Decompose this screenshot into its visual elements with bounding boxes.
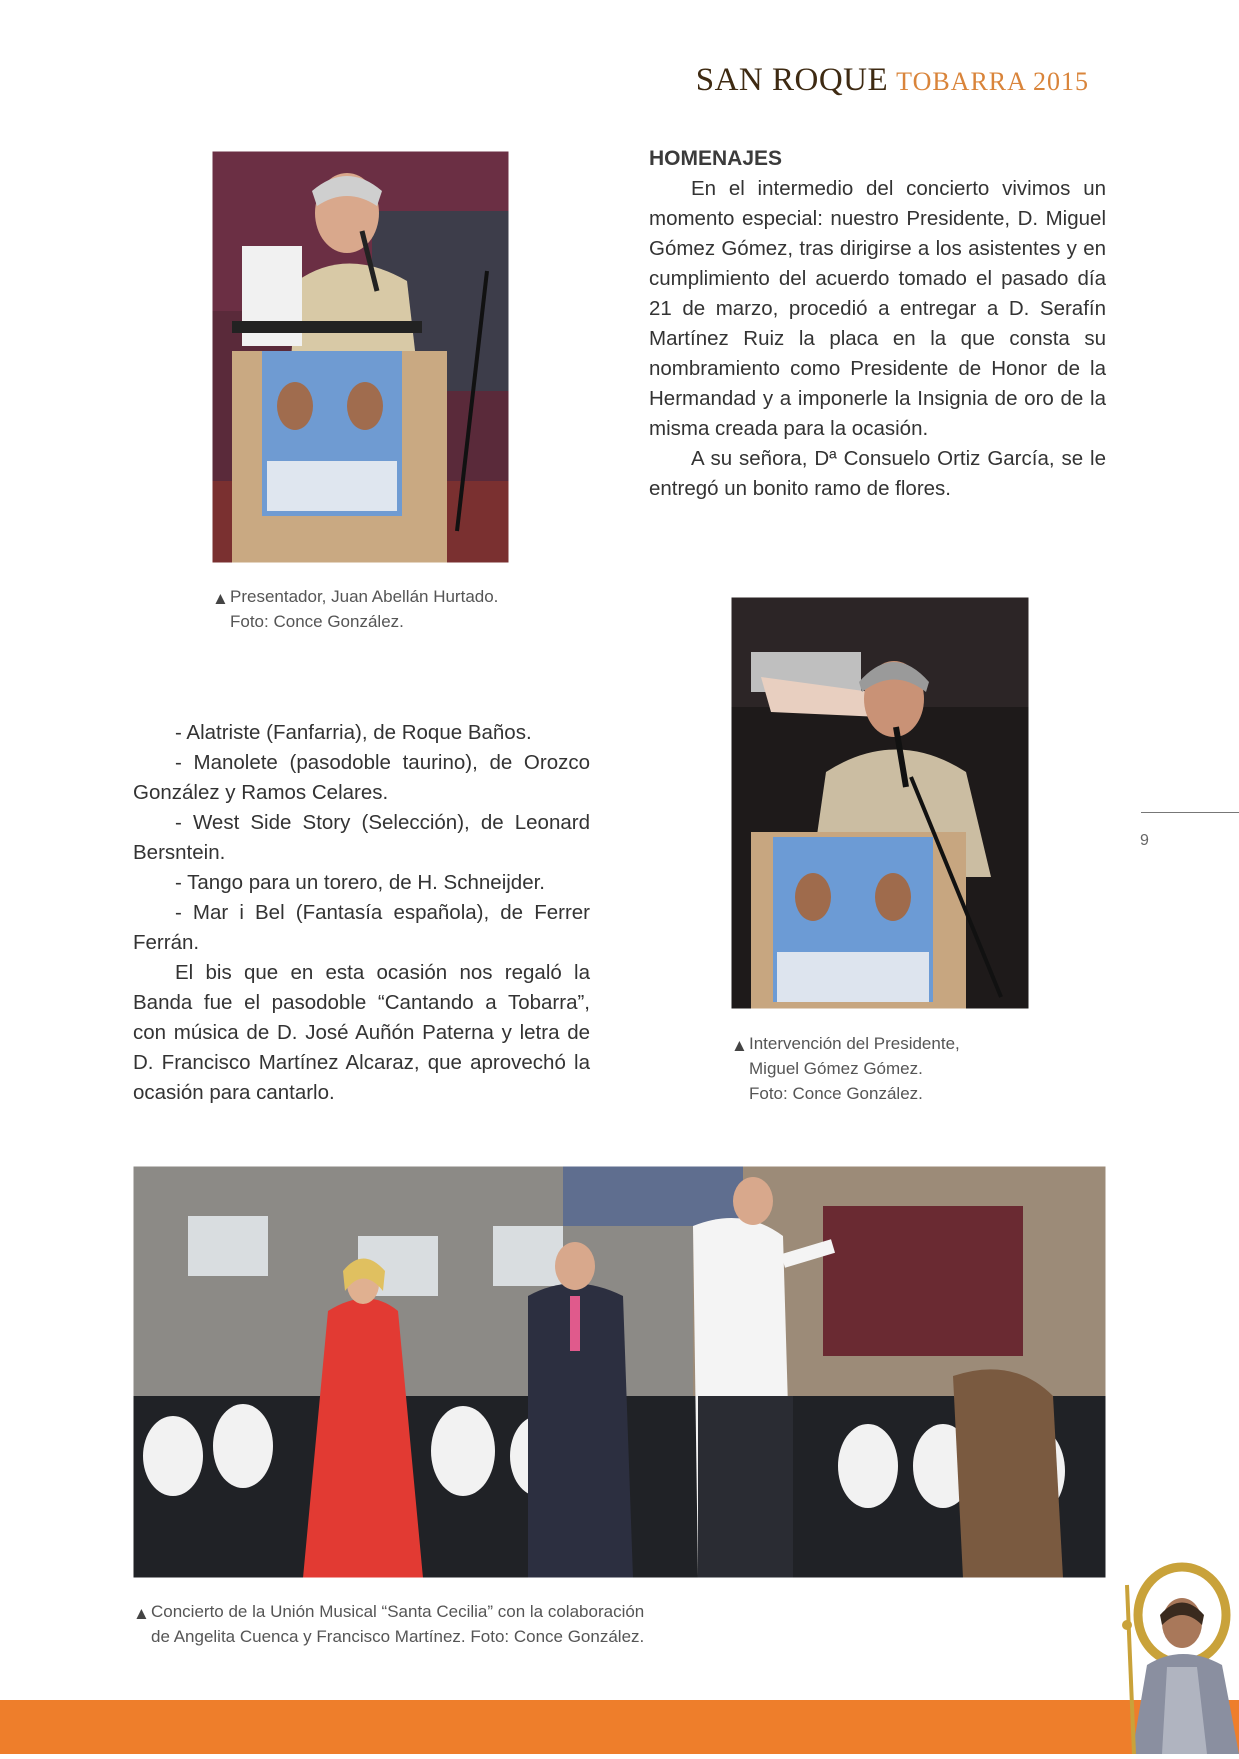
caption-line: de Angelita Cuenca y Francisco Martínez. Foto: Conce González. [151,1627,645,1646]
paragraph: A su señora, Dª Consuelo Ortiz García, se le entregó un bonito ramo de flores. [649,447,1106,500]
paragraph: El bis que en esta ocasión nos regaló la Banda fue el pasodoble “Cantando a Tobarra”, con música de D. José Auñón Paterna y letra de D. Francisco Martínez Alcaraz, que aprovechó la ocasión para cantarlo. [133,961,590,1104]
photo-president [731,597,1029,1009]
program-item: - West Side Story (Selección), de Leonard Bersntein. [133,811,590,864]
program-item: - Manolete (pasodoble taurino), de Orozco González y Ramos Celares. [133,751,590,804]
page-header [696,62,1089,99]
homenajes-section [649,144,1106,504]
triangle-icon: ▲ [133,1604,150,1623]
page-number: 9 [1140,832,1149,849]
caption-line: Foto: Conce González. [230,612,404,631]
caption-concert [133,1599,733,1649]
page-number-rule [1141,812,1239,813]
program-item: - Alatriste (Fanfarria), de Roque Baños. [175,721,532,744]
saint-statue-image [1112,1555,1239,1754]
paragraph: En el intermedio del concierto vivimos un momento especial: nuestro Presidente, D. Miguel Gómez Gómez, tras dirigirse a los asistentes y en cumplimiento del acuerdo tomado el pasado día 21 de marzo, procedió a entregar a D. Serafín Martínez Ruiz la placa en la que consta su nombramiento como Presidente de Honor de la Hermandad y a imponerle la Insignia de oro de la misma creada para la ocasión. [649,177,1106,440]
photo-concert [133,1166,1106,1578]
triangle-icon: ▲ [731,1036,748,1055]
caption-president [731,1031,1011,1106]
program-item: - Tango para un torero, de H. Schneijder. [175,871,545,894]
caption-line: Miguel Gómez Gómez. [749,1059,923,1078]
caption-line: Presentador, Juan Abellán Hurtado. [230,587,499,606]
program-item: - Mar i Bel (Fantasía española), de Ferrer Ferrán. [133,901,590,954]
section-title: HOMENAJES [649,147,783,170]
header-title: SAN ROQUE [695,62,889,98]
caption-presenter [212,584,552,634]
header-subtitle: TOBARRA 2015 [896,67,1089,96]
caption-line: Foto: Conce González. [749,1084,923,1103]
caption-line: Intervención del Presidente, [749,1034,960,1053]
triangle-icon: ▲ [212,589,229,608]
footer-bar [0,1700,1239,1754]
program-section [133,718,590,1108]
photo-presenter [212,151,509,563]
caption-line: Concierto de la Unión Musical “Santa Cecilia” con la colaboración [151,1602,645,1621]
